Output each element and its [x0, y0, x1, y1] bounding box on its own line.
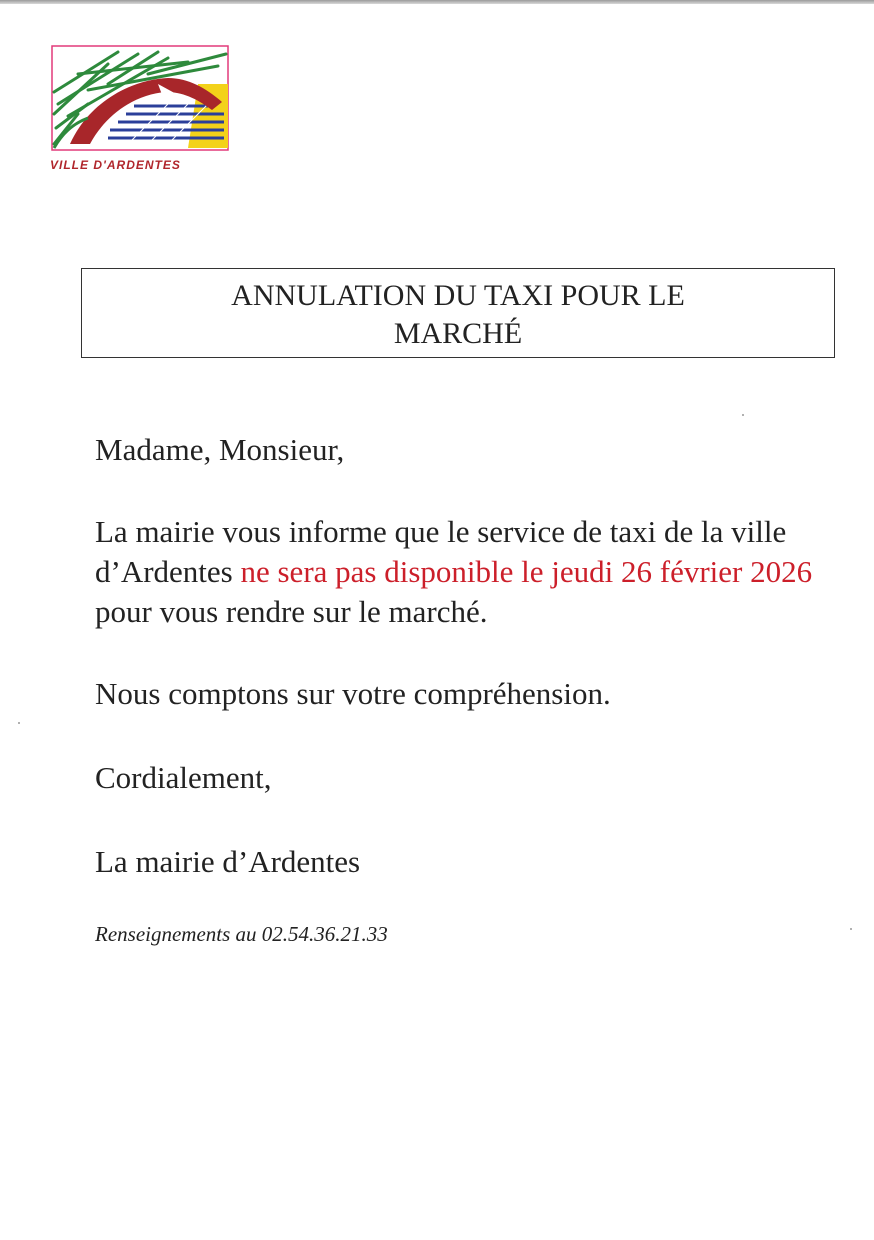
scan-speck — [18, 722, 20, 724]
announcement-text-start: La mairie vous informe que le service de taxi de la ville d’Ardentes — [95, 514, 787, 589]
logo-caption: VILLE D'ARDENTES — [50, 158, 181, 172]
signature: La mairie d’Ardentes — [95, 844, 361, 879]
contact-info: Renseignements au 02.54.36.21.33 — [95, 922, 388, 946]
scan-speck — [742, 414, 744, 416]
thanks-line: Nous comptons sur votre compréhension. — [95, 676, 611, 711]
announcement-text-end: pour vous rendre sur le marché. — [95, 594, 488, 629]
notice-title — [81, 268, 835, 358]
greeting: Madame, Monsieur, — [95, 432, 345, 467]
title-line-2: MARCHÉ — [393, 317, 523, 350]
title-line-1: ANNULATION DU TAXI POUR LE — [231, 279, 685, 312]
cancellation-highlight: ne sera pas disponible le jeudi 26 février 2026 — [240, 554, 813, 589]
announcement-paragraph — [95, 512, 835, 632]
scan-edge — [0, 0, 874, 4]
letter-body — [95, 430, 835, 948]
bridge-emblem-icon — [48, 44, 230, 156]
ville-ardentes-logo — [48, 44, 238, 178]
scan-speck — [850, 928, 852, 930]
closing-line: Cordialement, — [95, 760, 272, 795]
